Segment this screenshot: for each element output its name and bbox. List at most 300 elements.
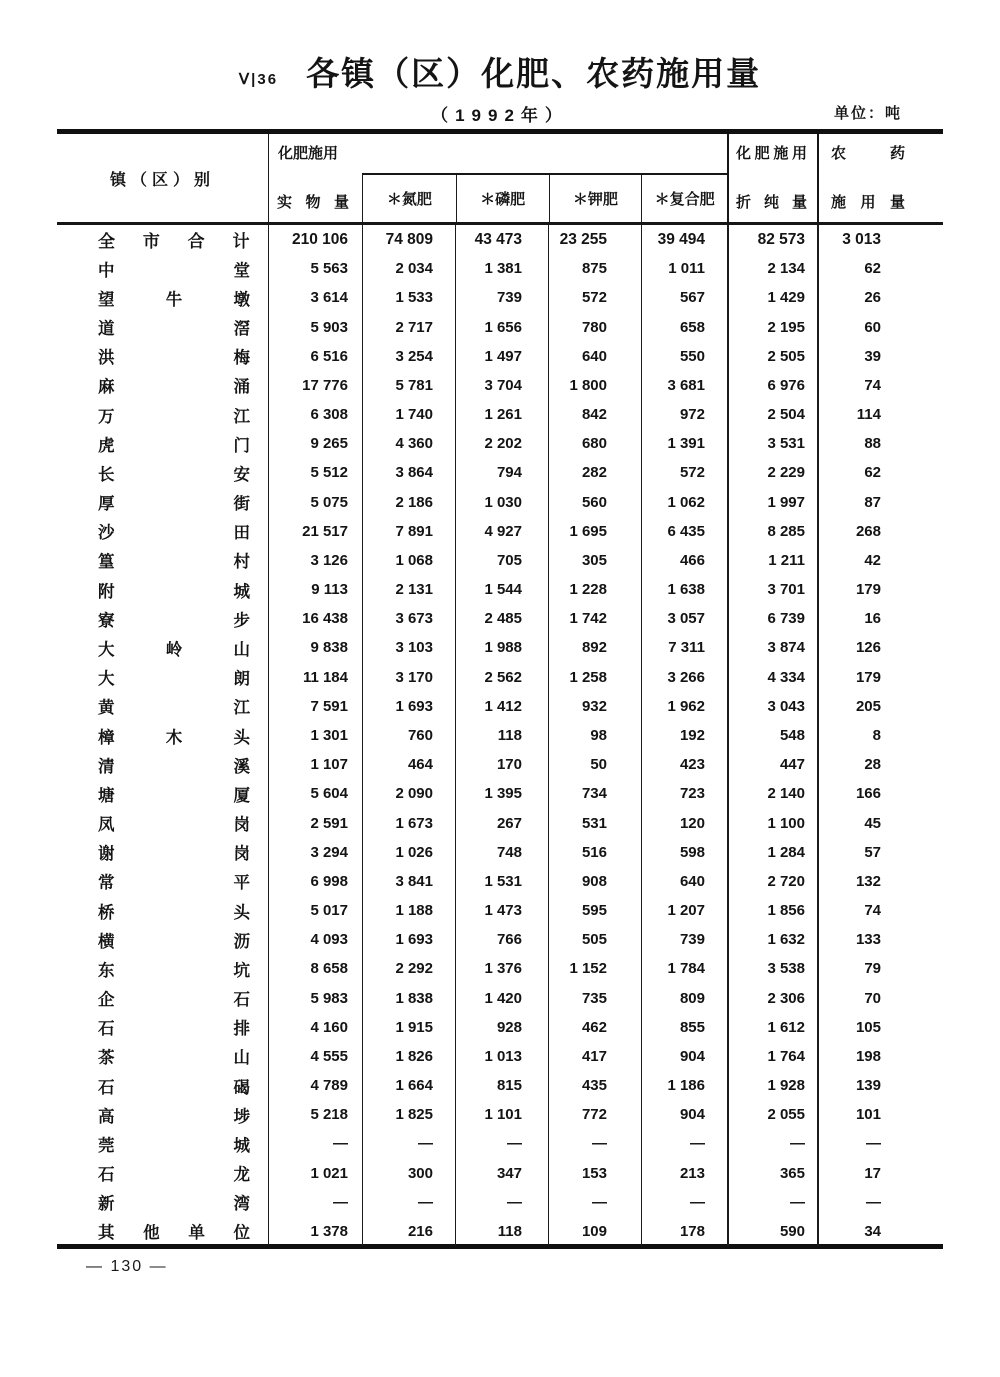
- cell-value: 3 013: [817, 225, 943, 254]
- cell-value: 2 055: [727, 1100, 817, 1129]
- cell-value: 118: [455, 721, 548, 750]
- cell-value: 1 391: [641, 429, 727, 458]
- header-phosphate: ＊磷肥: [456, 175, 549, 222]
- cell-value: 118: [455, 1217, 548, 1246]
- header-fertilizer-physical: [268, 134, 362, 222]
- cell-value: 1 544: [455, 575, 548, 604]
- cell-value: 1 531: [455, 867, 548, 896]
- header-pure-group: 化肥施用: [736, 145, 807, 162]
- row-label: 全市合计: [98, 232, 250, 252]
- table-row: [57, 400, 943, 429]
- cell-value: 3 043: [727, 692, 817, 721]
- cell-value: 74: [817, 371, 943, 400]
- cell-value: 904: [641, 1042, 727, 1071]
- cell-value: 7 311: [641, 633, 727, 662]
- cell-value: 766: [455, 925, 548, 954]
- cell-value: 809: [641, 983, 727, 1012]
- table-row: [57, 1071, 943, 1100]
- row-label: 清溪: [98, 757, 250, 776]
- cell-value: 39 494: [641, 225, 727, 254]
- cell-value: 45: [817, 808, 943, 837]
- row-label: 洪梅: [98, 349, 250, 368]
- cell-value: 3 294: [268, 838, 362, 867]
- header-pure-qty: 折纯量: [736, 194, 807, 211]
- row-label: 中堂: [98, 261, 250, 280]
- cell-value: 5 604: [268, 779, 362, 808]
- cell-value: 5 218: [268, 1100, 362, 1129]
- cell-value: 748: [455, 838, 548, 867]
- unit-note: 单位：吨: [833, 105, 902, 122]
- cell-value: 62: [817, 254, 943, 283]
- cell-value: 101: [817, 1100, 943, 1129]
- cell-value: 4 555: [268, 1042, 362, 1071]
- cell-value: 735: [548, 983, 641, 1012]
- table-row: [57, 867, 943, 896]
- cell-value: 2 717: [362, 313, 455, 342]
- row-label: 莞城: [98, 1136, 250, 1155]
- cell-value: 2 485: [455, 604, 548, 633]
- cell-value: —: [455, 1188, 548, 1217]
- cell-value: 60: [817, 313, 943, 342]
- cell-value: 4 160: [268, 1013, 362, 1042]
- cell-value: 3 701: [727, 575, 817, 604]
- cell-value: 640: [548, 342, 641, 371]
- row-label: 常平: [98, 874, 250, 893]
- cell-value: —: [817, 1188, 943, 1217]
- cell-value: 98: [548, 721, 641, 750]
- cell-value: 300: [362, 1159, 455, 1188]
- cell-value: 1 021: [268, 1159, 362, 1188]
- cell-value: 2 090: [362, 779, 455, 808]
- cell-value: 1 664: [362, 1071, 455, 1100]
- cell-value: 1 013: [455, 1042, 548, 1071]
- row-label: 新湾: [98, 1195, 250, 1214]
- cell-value: 1 011: [641, 254, 727, 283]
- cell-value: 347: [455, 1159, 548, 1188]
- cell-value: 2 229: [727, 458, 817, 487]
- cell-value: 216: [362, 1217, 455, 1246]
- cell-value: 17: [817, 1159, 943, 1188]
- cell-value: 2 140: [727, 779, 817, 808]
- cell-value: 23 255: [548, 225, 641, 254]
- cell-value: 1 395: [455, 779, 548, 808]
- subtitle-year: （1992年）: [431, 106, 569, 125]
- cell-value: —: [817, 1129, 943, 1158]
- table-row: [57, 1159, 943, 1188]
- cell-value: 932: [548, 692, 641, 721]
- cell-value: 3 538: [727, 954, 817, 983]
- row-label: 虎门: [98, 436, 250, 455]
- cell-value: 179: [817, 575, 943, 604]
- cell-value: 855: [641, 1013, 727, 1042]
- row-label: 桥头: [98, 903, 250, 922]
- table-row: [57, 750, 943, 779]
- cell-value: 1 026: [362, 838, 455, 867]
- cell-value: 3 126: [268, 546, 362, 575]
- row-label: 凤岗: [98, 816, 250, 835]
- cell-value: 2 195: [727, 313, 817, 342]
- cell-value: 5 017: [268, 896, 362, 925]
- cell-value: 34: [817, 1217, 943, 1246]
- cell-value: 2 202: [455, 429, 548, 458]
- cell-value: 572: [548, 283, 641, 312]
- cell-value: 50: [548, 750, 641, 779]
- cell-value: 6 516: [268, 342, 362, 371]
- table-row: [57, 1217, 943, 1246]
- table-row: [57, 1188, 943, 1217]
- cell-value: 5 512: [268, 458, 362, 487]
- row-label: 黄江: [98, 699, 250, 718]
- cell-value: 120: [641, 808, 727, 837]
- cell-value: 842: [548, 400, 641, 429]
- cell-value: 2 292: [362, 954, 455, 983]
- cell-value: 16: [817, 604, 943, 633]
- table-row: [57, 925, 943, 954]
- cell-value: 7 891: [362, 517, 455, 546]
- cell-value: 1 740: [362, 400, 455, 429]
- cell-value: 928: [455, 1013, 548, 1042]
- cell-value: 3 057: [641, 604, 727, 633]
- header-fertilizer-pure: [727, 134, 817, 222]
- cell-value: —: [268, 1129, 362, 1158]
- cell-value: 760: [362, 721, 455, 750]
- cell-value: 531: [548, 808, 641, 837]
- cell-value: 1 420: [455, 983, 548, 1012]
- cell-value: —: [641, 1188, 727, 1217]
- cell-value: 28: [817, 750, 943, 779]
- cell-value: 1 764: [727, 1042, 817, 1071]
- cell-value: 1 412: [455, 692, 548, 721]
- cell-value: 1 381: [455, 254, 548, 283]
- cell-value: 4 927: [455, 517, 548, 546]
- table-row: [57, 954, 943, 983]
- cell-value: 114: [817, 400, 943, 429]
- cell-value: —: [641, 1129, 727, 1158]
- row-label: 石龙: [98, 1166, 250, 1185]
- row-label: 附城: [98, 582, 250, 601]
- cell-value: 1 107: [268, 750, 362, 779]
- cell-value: 139: [817, 1071, 943, 1100]
- cell-value: 2 306: [727, 983, 817, 1012]
- cell-value: 282: [548, 458, 641, 487]
- cell-value: 88: [817, 429, 943, 458]
- cell-value: 1 742: [548, 604, 641, 633]
- cell-value: 1 207: [641, 896, 727, 925]
- row-label: 麻涌: [98, 378, 250, 397]
- row-label: 东坑: [98, 961, 250, 980]
- cell-value: 11 184: [268, 663, 362, 692]
- cell-value: 305: [548, 546, 641, 575]
- cell-value: 423: [641, 750, 727, 779]
- cell-value: 132: [817, 867, 943, 896]
- cell-value: 772: [548, 1100, 641, 1129]
- cell-value: 2 131: [362, 575, 455, 604]
- header-compound: ＊复合肥: [641, 175, 727, 222]
- cell-value: 365: [727, 1159, 817, 1188]
- table-row: [57, 1042, 943, 1071]
- cell-value: 972: [641, 400, 727, 429]
- table-row: [57, 517, 943, 546]
- cell-value: 572: [641, 458, 727, 487]
- cell-value: 3 673: [362, 604, 455, 633]
- page-number: — 130 —: [86, 1258, 168, 1275]
- cell-value: 166: [817, 779, 943, 808]
- cell-value: 1 378: [268, 1217, 362, 1246]
- table-row: [57, 663, 943, 692]
- cell-value: 435: [548, 1071, 641, 1100]
- cell-value: 3 170: [362, 663, 455, 692]
- cell-value: 3 864: [362, 458, 455, 487]
- cell-value: 1 301: [268, 721, 362, 750]
- cell-value: 1 152: [548, 954, 641, 983]
- cell-value: 464: [362, 750, 455, 779]
- cell-value: 3 841: [362, 867, 455, 896]
- cell-value: 1 100: [727, 808, 817, 837]
- cell-value: —: [362, 1129, 455, 1158]
- cell-value: 815: [455, 1071, 548, 1100]
- row-label: 谢岗: [98, 845, 250, 864]
- cell-value: 43 473: [455, 225, 548, 254]
- cell-value: 74 809: [362, 225, 455, 254]
- cell-value: 1 101: [455, 1100, 548, 1129]
- cell-value: 5 983: [268, 983, 362, 1012]
- table-row: [57, 1100, 943, 1129]
- cell-value: 3 266: [641, 663, 727, 692]
- cell-value: 1 030: [455, 488, 548, 517]
- header-nitrogen: ＊氮肥: [386, 191, 432, 208]
- cell-value: 170: [455, 750, 548, 779]
- cell-value: 6 976: [727, 371, 817, 400]
- cell-value: 705: [455, 546, 548, 575]
- row-label: 樟木头: [98, 728, 250, 747]
- cell-value: 21 517: [268, 517, 362, 546]
- cell-value: 1 800: [548, 371, 641, 400]
- cell-value: 3 874: [727, 633, 817, 662]
- cell-value: 42: [817, 546, 943, 575]
- cell-value: 3 531: [727, 429, 817, 458]
- row-label: 万江: [98, 407, 250, 426]
- cell-value: 4 334: [727, 663, 817, 692]
- cell-value: 1 856: [727, 896, 817, 925]
- table-row: [57, 983, 943, 1012]
- cell-value: 267: [455, 808, 548, 837]
- row-label: 大岭山: [98, 640, 250, 659]
- cell-value: 3 614: [268, 283, 362, 312]
- cell-value: 794: [455, 458, 548, 487]
- cell-value: 133: [817, 925, 943, 954]
- cell-value: 62: [817, 458, 943, 487]
- cell-value: 105: [817, 1013, 943, 1042]
- cell-value: 198: [817, 1042, 943, 1071]
- table-row: [57, 342, 943, 371]
- row-label: 道滘: [98, 320, 250, 339]
- cell-value: —: [548, 1188, 641, 1217]
- cell-value: 1 632: [727, 925, 817, 954]
- header-potash: ＊钾肥: [549, 175, 642, 222]
- cell-value: 4 789: [268, 1071, 362, 1100]
- cell-value: 1 673: [362, 808, 455, 837]
- cell-value: 2 134: [727, 254, 817, 283]
- cell-value: 560: [548, 488, 641, 517]
- cell-value: 1 186: [641, 1071, 727, 1100]
- cell-value: 780: [548, 313, 641, 342]
- cell-value: 1 497: [455, 342, 548, 371]
- table-row: [57, 896, 943, 925]
- header-fertilizer-group: 化肥施用: [278, 145, 339, 162]
- cell-value: 2 504: [727, 400, 817, 429]
- cell-value: 739: [641, 925, 727, 954]
- table-number: Ⅴ|36: [238, 71, 279, 88]
- cell-value: 8 658: [268, 954, 362, 983]
- cell-value: 1 284: [727, 838, 817, 867]
- cell-value: 1 693: [362, 692, 455, 721]
- cell-value: 2 505: [727, 342, 817, 371]
- cell-value: 734: [548, 779, 641, 808]
- cell-value: 6 739: [727, 604, 817, 633]
- table-row: [57, 283, 943, 312]
- row-label: 其他单位: [98, 1224, 250, 1243]
- table-header: [57, 134, 943, 225]
- row-label: 茶山: [98, 1049, 250, 1068]
- cell-value: 9 838: [268, 633, 362, 662]
- cell-value: 179: [817, 663, 943, 692]
- row-label: 长安: [98, 465, 250, 484]
- cell-value: —: [727, 1129, 817, 1158]
- cell-value: 74: [817, 896, 943, 925]
- table-row: [57, 371, 943, 400]
- cell-value: 1 825: [362, 1100, 455, 1129]
- cell-value: 153: [548, 1159, 641, 1188]
- cell-value: 447: [727, 750, 817, 779]
- cell-value: 640: [641, 867, 727, 896]
- table-row: [57, 604, 943, 633]
- cell-value: 205: [817, 692, 943, 721]
- cell-value: 1 838: [362, 983, 455, 1012]
- cell-value: 192: [641, 721, 727, 750]
- cell-value: 550: [641, 342, 727, 371]
- cell-value: 1 784: [641, 954, 727, 983]
- cell-value: 2 186: [362, 488, 455, 517]
- header-physical-qty: 实物量: [277, 194, 349, 211]
- cell-value: 1 997: [727, 488, 817, 517]
- cell-value: 6 998: [268, 867, 362, 896]
- cell-value: 1 188: [362, 896, 455, 925]
- cell-value: 57: [817, 838, 943, 867]
- cell-value: 1 656: [455, 313, 548, 342]
- cell-value: 2 034: [362, 254, 455, 283]
- cell-value: 1 612: [727, 1013, 817, 1042]
- table-row: [57, 429, 943, 458]
- header-region: 镇（区）别: [109, 171, 215, 189]
- cell-value: 1 429: [727, 283, 817, 312]
- cell-value: 1 211: [727, 546, 817, 575]
- row-label: 望牛墩: [98, 290, 250, 309]
- cell-value: 210 106: [268, 225, 362, 254]
- cell-value: 1 915: [362, 1013, 455, 1042]
- row-label: 厚街: [98, 495, 250, 514]
- cell-value: 1 376: [455, 954, 548, 983]
- cell-value: 4 360: [362, 429, 455, 458]
- cell-value: —: [548, 1129, 641, 1158]
- cell-value: 9 113: [268, 575, 362, 604]
- cell-value: 595: [548, 896, 641, 925]
- cell-value: 1 988: [455, 633, 548, 662]
- table-row: [57, 546, 943, 575]
- table-row: [57, 254, 943, 283]
- cell-value: 1 533: [362, 283, 455, 312]
- row-label: 企石: [98, 991, 250, 1010]
- row-label: 篁村: [98, 553, 250, 572]
- table-row: [57, 779, 943, 808]
- cell-value: 5 781: [362, 371, 455, 400]
- cell-value: 3 681: [641, 371, 727, 400]
- cell-value: 3 103: [362, 633, 455, 662]
- cell-value: 892: [548, 633, 641, 662]
- cell-value: 6 435: [641, 517, 727, 546]
- cell-value: 417: [548, 1042, 641, 1071]
- cell-value: 466: [641, 546, 727, 575]
- cell-value: 723: [641, 779, 727, 808]
- cell-value: 1 258: [548, 663, 641, 692]
- cell-value: 2 720: [727, 867, 817, 896]
- cell-value: 739: [455, 283, 548, 312]
- cell-value: 268: [817, 517, 943, 546]
- cell-value: 904: [641, 1100, 727, 1129]
- cell-value: 5 903: [268, 313, 362, 342]
- cell-value: 8: [817, 721, 943, 750]
- table-row: [57, 838, 943, 867]
- cell-value: 39: [817, 342, 943, 371]
- table-row: [57, 692, 943, 721]
- cell-value: —: [362, 1188, 455, 1217]
- header-fertilizer-types: [362, 173, 727, 222]
- table-row: [57, 575, 943, 604]
- cell-value: 9 265: [268, 429, 362, 458]
- table-body: [57, 225, 943, 1246]
- cell-value: 875: [548, 254, 641, 283]
- header-pesticide-line1: 农药: [831, 145, 905, 162]
- page-title: 各镇（区）化肥、农药施用量: [306, 55, 762, 92]
- cell-value: 70: [817, 983, 943, 1012]
- cell-value: 516: [548, 838, 641, 867]
- cell-value: 567: [641, 283, 727, 312]
- cell-value: 3 254: [362, 342, 455, 371]
- cell-value: 178: [641, 1217, 727, 1246]
- row-label: 高埗: [98, 1107, 250, 1126]
- table-row: [57, 633, 943, 662]
- cell-value: 548: [727, 721, 817, 750]
- row-label: 寮步: [98, 611, 250, 630]
- cell-value: 505: [548, 925, 641, 954]
- cell-value: 1 068: [362, 546, 455, 575]
- cell-value: —: [727, 1188, 817, 1217]
- cell-value: 8 285: [727, 517, 817, 546]
- cell-value: 658: [641, 313, 727, 342]
- cell-value: —: [455, 1129, 548, 1158]
- header-pesticide-line2: 施用量: [831, 194, 905, 211]
- cell-value: 1 928: [727, 1071, 817, 1100]
- cell-value: 1 261: [455, 400, 548, 429]
- cell-value: 3 704: [455, 371, 548, 400]
- table-row: [57, 721, 943, 750]
- cell-value: 1 962: [641, 692, 727, 721]
- cell-value: 17 776: [268, 371, 362, 400]
- cell-value: 2 562: [455, 663, 548, 692]
- cell-value: 82 573: [727, 225, 817, 254]
- cell-value: 1 826: [362, 1042, 455, 1071]
- cell-value: 1 638: [641, 575, 727, 604]
- cell-value: 4 093: [268, 925, 362, 954]
